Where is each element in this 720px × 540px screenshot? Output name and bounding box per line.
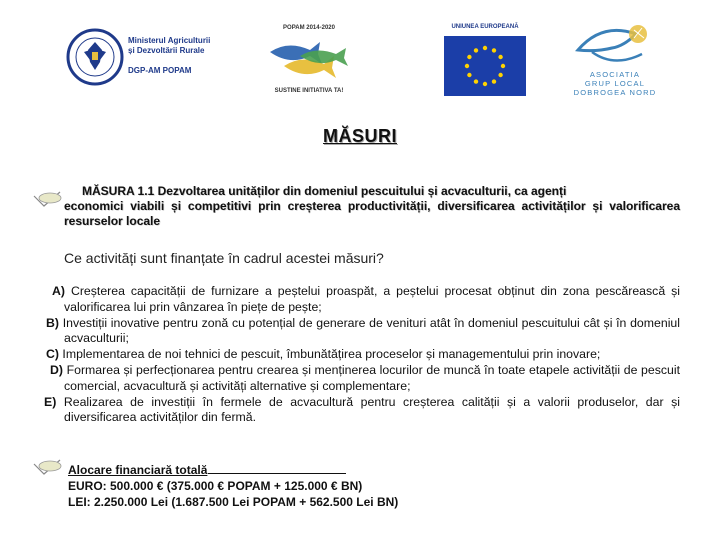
- gal-logo: [570, 20, 660, 102]
- allocation-title: Alocare financiară totală: [68, 463, 208, 477]
- measure-line-1: MĂSURA 1.1 Dezvoltarea unităților din domeniul pescuitului și acvaculturii, ca agenți: [82, 184, 567, 198]
- eu-title: UNIUNEA EUROPEANĂ: [451, 24, 519, 30]
- government-logo: [66, 28, 211, 88]
- popam-logo: [258, 22, 360, 98]
- eu-logo: [440, 24, 530, 100]
- list-item: [40, 363, 680, 395]
- three-fish-icon: [266, 36, 352, 86]
- measure-heading: [64, 184, 680, 229]
- measure-line-2: economici viabili și competitivi prin creșterea productivității, diversificarea activităților și valorificarea resurselor locale: [64, 199, 680, 228]
- item-label: B): [46, 315, 59, 330]
- item-label: A): [52, 284, 65, 298]
- eu-flag-icon: [444, 36, 526, 96]
- government-seal-icon: [66, 28, 124, 86]
- ministry-name: Ministerul Agriculturii și Dezvoltării Rurale: [128, 36, 211, 55]
- question-text: Ce activități sunt finanțate în cadrul acestei măsuri?: [64, 250, 384, 266]
- item-text: Implementarea de noi tehnici de pescuit, îmbunătățirea proceselor și managementului prin inovare;: [62, 347, 601, 362]
- gal-name: ASOCIATIA GRUP LOCAL DOBROGEA NORD: [573, 70, 657, 97]
- item-text: Realizarea de investiții în fermele de acvacultură pentru creșterea calității și a valorii produselor, dar și diversificarea activităților din fermă.: [63, 394, 680, 425]
- item-text: Creșterea capacității de furnizare a peștelui proaspăt, a peștelui procesat obținut din zona pescărească și valorificarea lui prin vânzarea în piețe de pește;: [64, 284, 680, 314]
- item-label: D): [50, 362, 63, 377]
- financial-allocation: [68, 462, 398, 510]
- allocation-lei: LEI: 2.250.000 Lei (1.687.500 Lei POPAM + 562.500 Lei BN): [68, 495, 399, 509]
- item-label: C): [46, 347, 59, 362]
- popam-slogan: SUSTINE INITIATIVA TA!: [274, 88, 344, 94]
- divider: [208, 462, 346, 474]
- page-title: MĂSURI: [323, 126, 397, 146]
- item-text: Investiții inovative pentru zonă cu potențial de generare de venituri atât în domeniul pescuitului cât și în domeniul acvaculturii;: [62, 315, 680, 346]
- gal-fish-icon: [572, 20, 658, 70]
- activity-list: [40, 284, 680, 426]
- list-item: [40, 284, 680, 316]
- allocation-euro: EURO: 500.000 € (375.000 € POPAM + 125.000 € BN): [68, 479, 363, 493]
- item-text: Formarea și perfecționarea pentru crearea și menținerea locurilor de muncă în toate etapele activității de pescuit comercial, acvacultură și activități alternative și complementare;: [64, 362, 680, 393]
- bullet-check-icon: [32, 458, 62, 478]
- popam-title: POPAM 2014-2020: [283, 25, 335, 31]
- bullet-check-icon: [32, 190, 62, 210]
- list-item: [40, 316, 680, 348]
- item-label: E): [44, 394, 57, 409]
- list-item: [40, 395, 680, 427]
- department-name: DGP-AM POPAM: [128, 66, 192, 75]
- list-item: [40, 347, 680, 363]
